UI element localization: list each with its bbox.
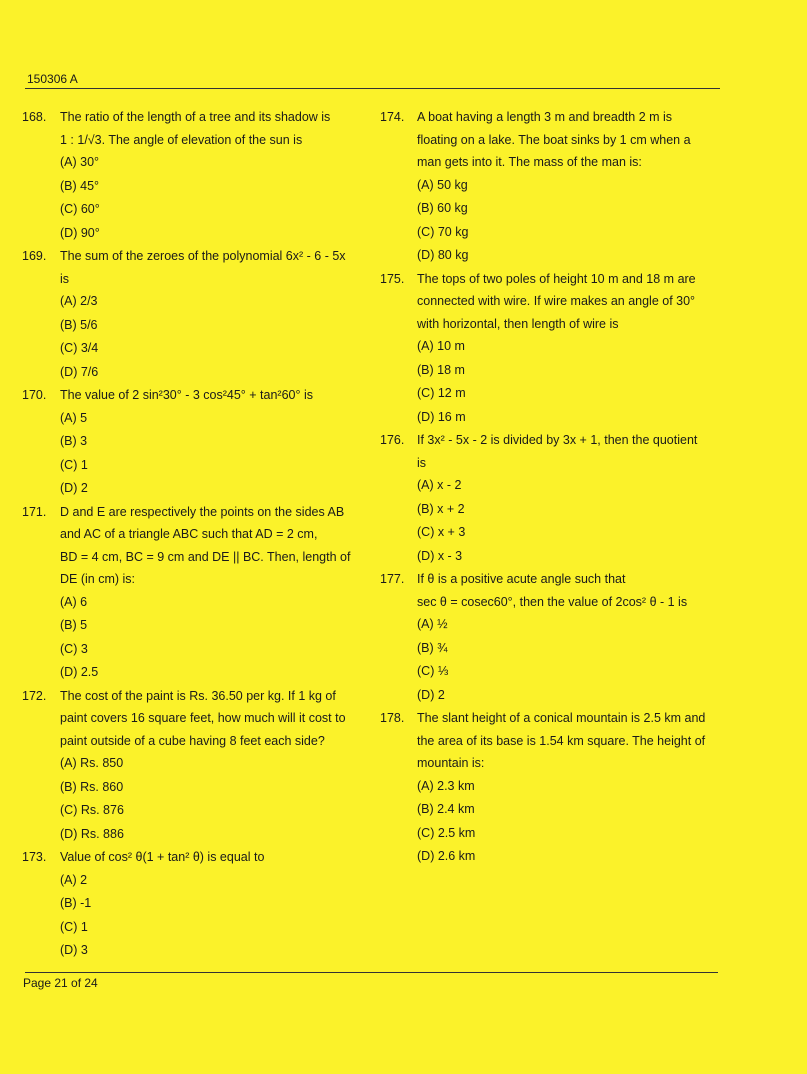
question-168: [22, 106, 367, 245]
answer-option: (B) ¾: [417, 640, 448, 655]
answer-option: (B) 5: [60, 618, 88, 632]
question-line: [22, 685, 367, 708]
answer-option: (D) 3: [60, 943, 88, 957]
question-text: the area of its base is 1.54 km square. The height of: [417, 733, 706, 748]
answer-option: (B) 5/6: [60, 317, 98, 332]
question-line: [380, 129, 720, 152]
answer-option: (A) 6: [60, 594, 88, 609]
answer-option: (B) 3: [60, 434, 88, 448]
question-line: [22, 846, 367, 869]
answer-option: (C) 3: [60, 641, 88, 656]
question-text: The slant height of a conical mountain is 2.5 km and: [417, 711, 706, 725]
question-text: is: [417, 455, 427, 470]
answer-option: (C) x + 3: [417, 525, 466, 539]
answer-option: (D) 90°: [60, 225, 100, 240]
question-172: [22, 685, 367, 847]
question-text: The value of 2 sin²30° - 3 cos²45° + tan²60° is: [60, 388, 313, 402]
question-text: sec θ = cosec60°, then the value of 2cos² θ - 1 is: [417, 594, 688, 609]
question-text: and AC of a triangle ABC such that AD = 2 cm,: [60, 527, 318, 541]
page-number: Page 21 of 24: [23, 976, 98, 990]
answer-option: (B) 60 kg: [417, 201, 468, 215]
question-line: [22, 268, 367, 291]
question-number: 175.: [380, 271, 405, 286]
question-text: floating on a lake. The boat sinks by 1 cm when a: [417, 132, 691, 147]
question-text: The tops of two poles of height 10 m and 18 m are: [417, 271, 696, 286]
question-line: [22, 129, 367, 152]
question-text: A boat having a length 3 m and breadth 2 m is: [417, 110, 673, 124]
answer-option: (C) 3/4: [60, 341, 99, 355]
question-170: [22, 384, 367, 501]
answer-option: (B) 45°: [60, 178, 100, 193]
answer-option: (D) 16 m: [417, 409, 466, 424]
question-text: connected with wire. If wire makes an angle of 30°: [417, 294, 696, 308]
answer-option: (A) 10 m: [417, 339, 465, 353]
answer-option: (B) 18 m: [417, 362, 465, 377]
question-line: [380, 752, 720, 775]
question-line: [22, 707, 367, 730]
answer-option: (D) 7/6: [60, 364, 99, 379]
answer-option: (B) Rs. 860: [60, 779, 124, 794]
paper-code: 150306 A: [27, 72, 78, 86]
question-line: [380, 268, 720, 291]
question-line: [380, 313, 720, 336]
question-line: [22, 546, 367, 569]
question-number: 169.: [22, 249, 47, 263]
answer-option: (B) 2.4 km: [417, 802, 475, 816]
question-number: 168.: [22, 110, 47, 124]
question-text: If 3x² - 5x - 2 is divided by 3x + 1, then the quotient: [417, 433, 698, 447]
question-text: paint covers 16 square feet, how much will it cost to: [60, 711, 346, 725]
question-number: 171.: [22, 504, 47, 519]
answer-option: (C) Rs. 876: [60, 803, 124, 817]
question-line: [380, 568, 720, 591]
question-line: [380, 106, 720, 129]
answer-option: (D) 2: [417, 687, 445, 702]
answer-option: (A) 5: [60, 410, 88, 425]
question-line: [22, 245, 367, 268]
question-171: [22, 501, 367, 685]
question-line: [22, 384, 367, 407]
question-line: [380, 429, 720, 452]
question-text: man gets into it. The mass of the man is:: [417, 155, 642, 169]
question-text: D and E are respectively the points on the sides AB: [60, 504, 345, 519]
question-text: The ratio of the length of a tree and its shadow is: [60, 110, 331, 124]
answer-option: (A) 50 kg: [417, 177, 468, 192]
right-question-column: [380, 106, 720, 869]
answer-option: (C) 70 kg: [417, 224, 469, 239]
answer-option: (A) 2.3 km: [417, 778, 475, 793]
question-number: 177.: [380, 572, 405, 586]
answer-option: (A) 2/3: [60, 294, 98, 308]
question-line: [22, 106, 367, 129]
answer-option: (A) x - 2: [417, 478, 462, 492]
question-text: is: [60, 271, 70, 286]
question-text: paint outside of a cube having 8 feet each side?: [60, 733, 325, 748]
question-number: 178.: [380, 711, 405, 725]
question-line: [22, 730, 367, 753]
answer-option: (A) ½: [417, 617, 448, 631]
question-number: 173.: [22, 850, 47, 864]
answer-option: (D) 80 kg: [417, 248, 469, 262]
question-169: [22, 245, 367, 384]
question-text: The cost of the paint is Rs. 36.50 per kg. If 1 kg of: [60, 688, 336, 703]
answer-option: (C) 12 m: [417, 386, 466, 400]
footer-rule: [25, 972, 718, 973]
question-line: [22, 501, 367, 524]
question-line: [380, 707, 720, 730]
question-173: [22, 846, 367, 963]
answer-option: (C) 1: [60, 919, 88, 934]
answer-option: (A) Rs. 850: [60, 756, 124, 770]
question-line: [22, 568, 367, 591]
question-text: Value of cos² θ(1 + tan² θ) is equal to: [60, 850, 265, 864]
answer-option: (D) Rs. 886: [60, 826, 124, 841]
header-rule: [25, 88, 720, 89]
answer-option: (C) ⅓: [417, 664, 449, 678]
answer-option: (C) 60°: [60, 202, 100, 216]
question-number: 176.: [380, 433, 405, 447]
question-number: 174.: [380, 110, 405, 124]
question-text: BD = 4 cm, BC = 9 cm and DE || BC. Then, length of: [60, 549, 351, 564]
question-text: with horizontal, then length of wire is: [417, 316, 619, 331]
answer-option: (D) 2.6 km: [417, 849, 476, 863]
question-text: The sum of the zeroes of the polynomial 6x² - 6 - 5x: [60, 249, 346, 263]
question-178: [380, 707, 720, 869]
answer-option: (B) x + 2: [417, 501, 465, 516]
question-text: 1 : 1/√3. The angle of elevation of the sun is: [60, 132, 303, 147]
answer-option: (D) 2.5: [60, 665, 99, 679]
answer-option: (A) 30°: [60, 155, 100, 169]
answer-option: (C) 2.5 km: [417, 825, 476, 840]
left-question-column: [22, 106, 367, 963]
answer-option: (D) x - 3: [417, 548, 463, 563]
question-number: 172.: [22, 688, 47, 703]
question-176: [380, 429, 720, 568]
question-text: If θ is a positive acute angle such that: [417, 572, 626, 586]
question-line: [22, 523, 367, 546]
question-text: mountain is:: [417, 756, 485, 770]
question-number: 170.: [22, 388, 47, 402]
question-line: [380, 151, 720, 174]
question-line: [380, 591, 720, 614]
question-175: [380, 268, 720, 430]
question-177: [380, 568, 720, 707]
question-text: DE (in cm) is:: [60, 572, 135, 586]
question-line: [380, 290, 720, 313]
answer-option: (B) -1: [60, 896, 92, 910]
answer-option: (D) 2: [60, 481, 88, 495]
question-174: [380, 106, 720, 268]
answer-option: (A) 2: [60, 872, 88, 887]
answer-option: (C) 1: [60, 457, 88, 472]
question-line: [380, 452, 720, 475]
question-line: [380, 730, 720, 753]
